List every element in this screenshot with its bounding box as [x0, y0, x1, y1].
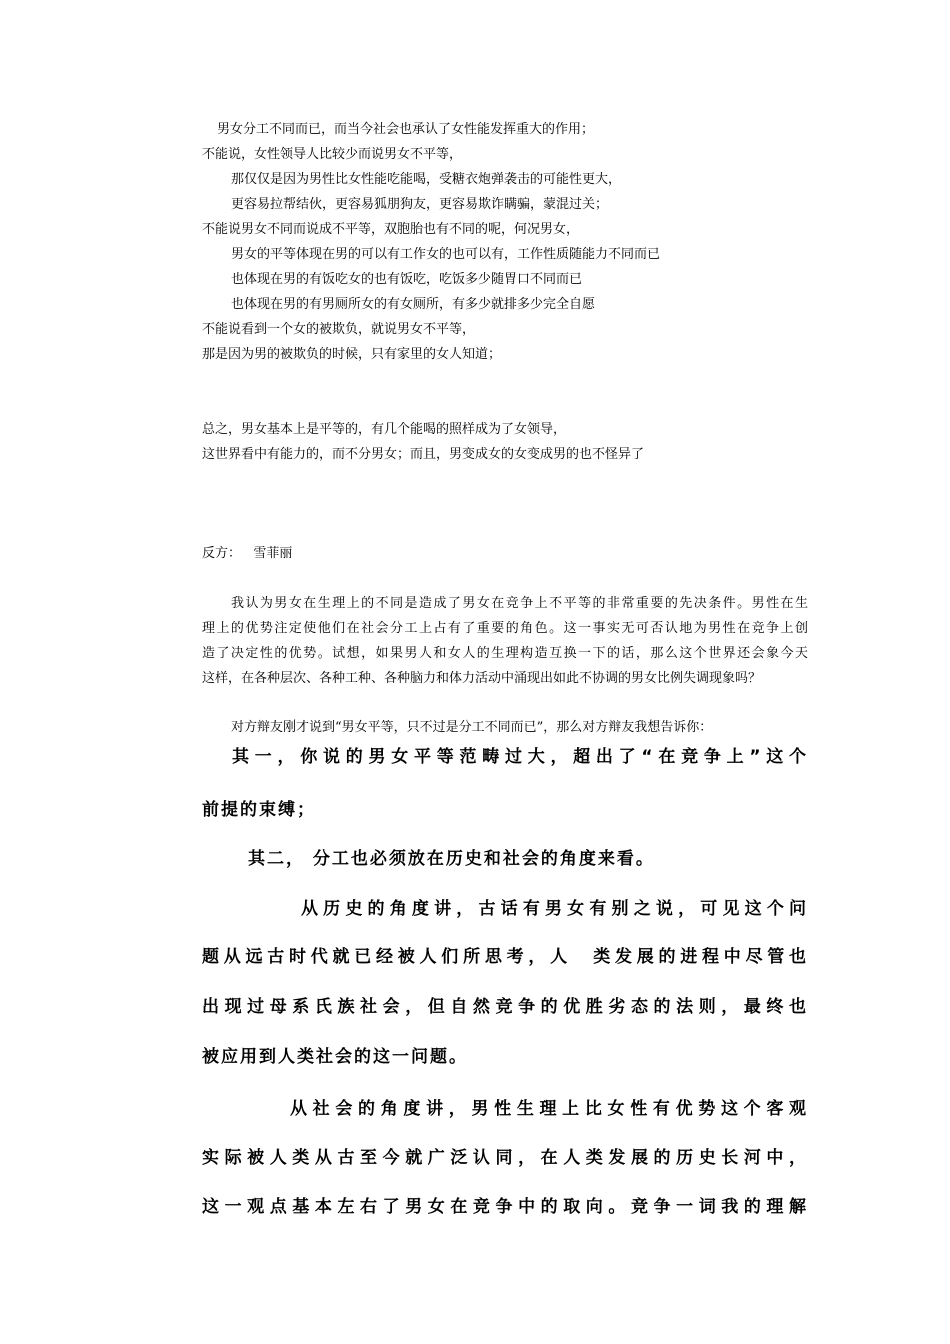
summary-line: 这世界看中有能力的，而不分男女；而且，男变成女的女变成男的也不怪异了	[202, 447, 645, 462]
point-two-line: 其二， 分工也必须放在历史和社会的角度来看。	[248, 849, 655, 869]
text-line: 不能说，女性领导人比较少而说男女不平等，	[202, 147, 463, 162]
text-line: 也体现在男的有饭吃女的也有饭吃，吃饭多少随胃口不同而已	[231, 272, 583, 287]
speaker-label: 反方： 雪菲丽	[202, 546, 293, 561]
society-line: 从社会的角度讲，男性生理上比女性有优势这个客观	[290, 1099, 808, 1119]
paragraph-line: 造了决定性的优势。试想，如果男人和女人的生理构造互换一下的话，那么这个世界还会象今天	[202, 646, 808, 661]
history-line: 题从远古时代就已经被人们所思考，人 类发展的进程中尽管也	[202, 947, 808, 967]
summary-line: 总之，男女基本上是平等的，有几个能喝的照样成为了女领导，	[202, 422, 567, 437]
text-line: 那仅仅是因为男性比女性能吃能喝，受糖衣炮弹袭击的可能性更大，	[231, 172, 622, 187]
text-line: 那是因为男的被欺负的时候，只有家里的女人知道；	[202, 347, 502, 362]
paragraph-line: 理上的优势注定使他们在社会分工上占有了重要的角色。这一事实无可否认地为男性在竞争上创	[202, 621, 808, 636]
paragraph-line: 这样，在各种层次、各种工种、各种脑力和体力活动中涌现出如此不协调的男女比例失调现象吗？	[202, 671, 762, 686]
rebuttal-intro: 对方辩友刚才说到“男女平等，只不过是分工不同而已”，那么对方辩友我想告诉你：	[231, 720, 713, 735]
text-line: 更容易拉帮结伙，更容易狐朋狗友，更容易欺诈瞒骗，蒙混过关；	[231, 197, 609, 212]
society-line: 实际被人类从古至今就广泛认同，在人类发展的历史长河中，	[202, 1148, 808, 1168]
text-line: 不能说看到一个女的被欺负，就说男女不平等，	[202, 322, 476, 337]
text-line: 不能说男女不同而说成不平等，双胞胎也有不同的呢，何况男女，	[202, 222, 580, 237]
history-line: 从历史的角度讲，古话有男女有别之说，可见这个问	[301, 899, 808, 919]
paragraph-line: 我认为男女在生理上的不同是造成了男女在竞争上不平等的非常重要的先决条件。男性在生	[231, 596, 808, 611]
history-line: 被应用到人类社会的这一问题。	[202, 1047, 468, 1067]
history-line: 出现过母系氏族社会，但自然竞争的优胜劣态的法则，最终也	[202, 997, 808, 1017]
text-line: 也体现在男的有男厕所女的有女厕所，有多少就排多少完全自愿	[231, 297, 596, 312]
point-one-line: 其一，你说的男女平等范畴过大，超出了“在竞争上”这个	[232, 747, 808, 767]
text-line: 男女分工不同而已，而当今社会也承认了女性能发挥重大的作用；	[217, 122, 595, 137]
text-line: 男女的平等体现在男的可以有工作女的也可以有，工作性质随能力不同而已	[231, 247, 661, 262]
point-one-line: 前提的束缚；	[202, 800, 316, 820]
society-line: 这一观点基本左右了男女在竞争中的取向。竞争一词我的理解	[202, 1197, 808, 1217]
